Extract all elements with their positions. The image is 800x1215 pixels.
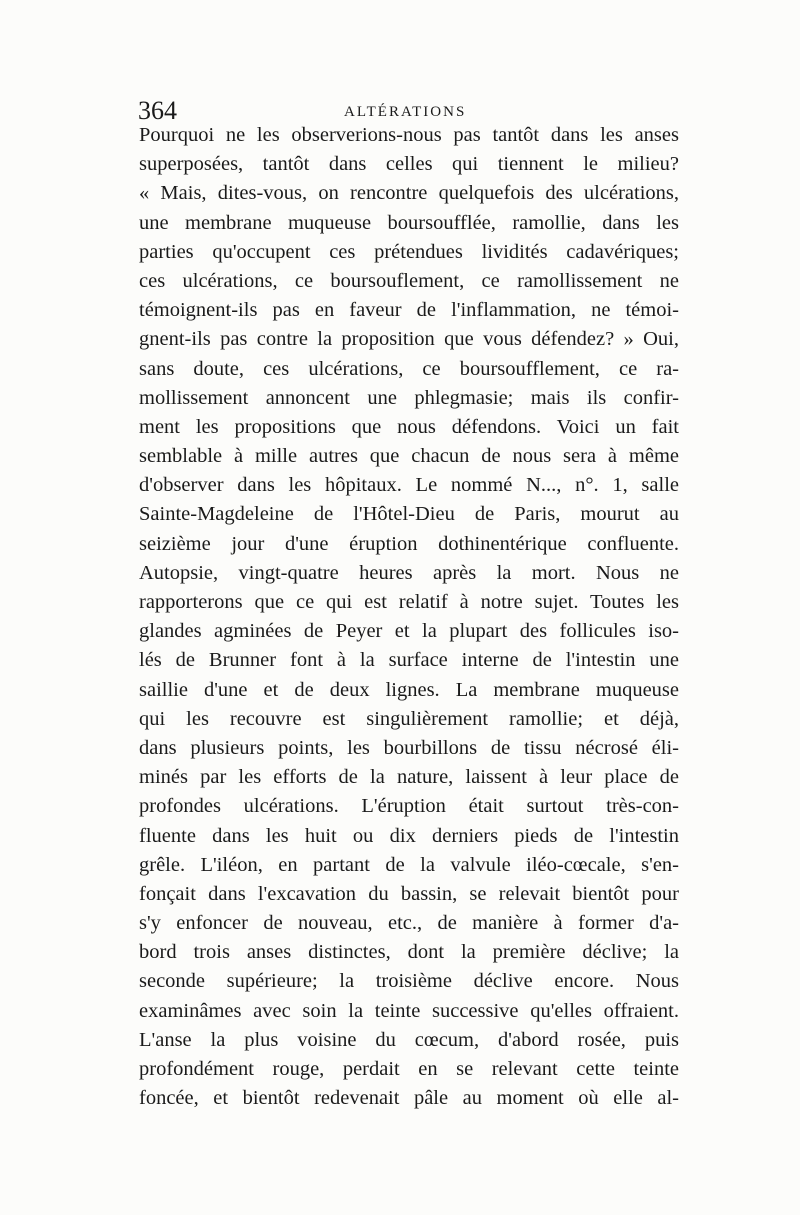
text-line: examinâmes avec soin la teinte successive qu'elles offraient. xyxy=(139,999,679,1022)
text-line: gnent-ils pas contre la proposition que vous défendez? » Oui, xyxy=(139,328,679,351)
text-line: lés de Brunner font à la surface interne de l'intestin une xyxy=(139,649,679,672)
text-line: glandes agminées de Peyer et la plupart des follicules iso- xyxy=(139,620,679,643)
text-line: fluente dans les huit ou dix derniers pieds de l'intestin xyxy=(139,824,679,847)
text-line: parties qu'occupent ces prétendues lividités cadavériques; xyxy=(139,240,679,263)
text-line: rapporterons que ce qui est relatif à notre sujet. Toutes les xyxy=(139,591,679,613)
text-line: ces ulcérations, ce boursouflement, ce ramollissement ne xyxy=(139,269,679,292)
text-line: « Mais, dites-vous, on rencontre quelquefois des ulcérations, xyxy=(139,182,679,205)
text-line: fonçait dans l'excavation du bassin, se relevait bientôt pour xyxy=(139,882,679,905)
text-line: superposées, tantôt dans celles qui tiennent le milieu? xyxy=(139,153,679,176)
text-line: saillie d'une et de deux lignes. La membrane muqueuse xyxy=(139,678,679,701)
text-line: minés par les efforts de la nature, laissent à leur place de xyxy=(139,766,679,789)
text-line: L'anse la plus voisine du cœcum, d'abord rosée, puis xyxy=(139,1028,679,1051)
text-line: profondes ulcérations. L'éruption était surtout très-con- xyxy=(139,795,679,818)
text-line: Autopsie, vingt-quatre heures après la mort. Nous ne xyxy=(139,561,679,584)
body-paragraph xyxy=(139,121,679,1113)
text-line: qui les recouvre est singulièrement ramollie; et déjà, xyxy=(139,707,679,730)
text-line: grêle. L'iléon, en partant de la valvule iléo-cœcale, s'en- xyxy=(139,853,679,876)
text-line: seizième jour d'une éruption dothinentérique confluente. xyxy=(139,532,679,555)
text-line: dans plusieurs points, les bourbillons de tissu nécrosé éli- xyxy=(139,736,679,759)
text-line: Sainte-Magdeleine de l'Hôtel-Dieu de Paris, mourut au xyxy=(139,503,679,526)
text-line: Pourquoi ne les observerions-nous pas tantôt dans les anses xyxy=(139,124,679,146)
text-line: s'y enfoncer de nouveau, etc., de manière à former d'a- xyxy=(139,912,679,935)
text-line: mollissement annoncent une phlegmasie; mais ils confir- xyxy=(139,386,679,409)
text-line: seconde supérieure; la troisième déclive encore. Nous xyxy=(139,970,679,993)
text-line: témoignent-ils pas en faveur de l'inflammation, ne témoi- xyxy=(139,299,679,322)
text-line: bord trois anses distinctes, dont la première déclive; la xyxy=(139,941,679,964)
page-number: 364 xyxy=(138,96,177,125)
text-line: d'observer dans les hôpitaux. Le nommé N..., n°. 1, salle xyxy=(139,474,679,497)
text-line: profondément rouge, perdait en se relevant cette teinte xyxy=(139,1058,679,1080)
text-line: foncée, et bientôt redevenait pâle au moment où elle al- xyxy=(139,1087,679,1110)
text-line: une membrane muqueuse boursoufflée, ramollie, dans les xyxy=(139,211,679,234)
text-line: ment les propositions que nous défendons. Voici un fait xyxy=(139,415,679,438)
text-line: sans doute, ces ulcérations, ce boursoufflement, ce ra- xyxy=(139,357,679,380)
text-line: semblable à mille autres que chacun de nous sera à même xyxy=(139,445,679,468)
running-title: ALTÉRATIONS xyxy=(344,104,467,120)
